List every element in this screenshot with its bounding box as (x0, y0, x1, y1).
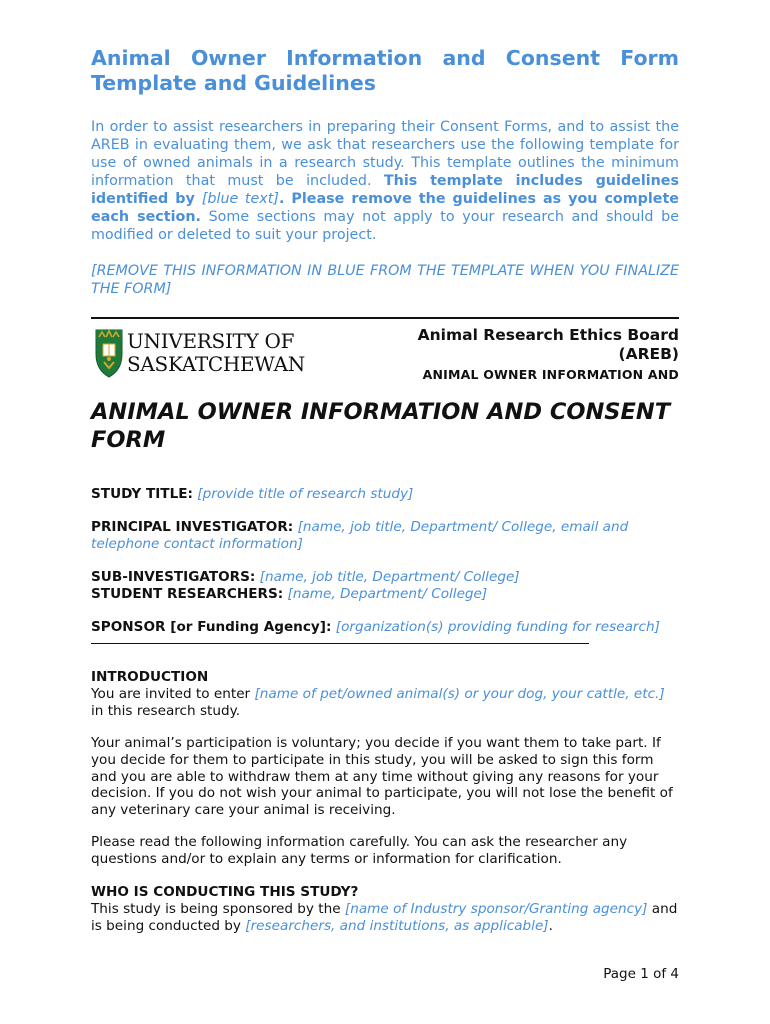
pi-placeholder: [name, job title, Department/ College, email and telephone contact information] (91, 519, 629, 552)
form-title-line2: FORM (91, 427, 166, 453)
board-line1: Animal Research Ethics Board (417, 326, 679, 344)
sponsor-placeholder: [organization(s) providing funding for research] (335, 619, 660, 635)
intro-text: In order to assist researchers in preparing their Consent Forms, and to assist the AREB in evaluating them, we ask that researchers use the following template for use of owned animals in a research study. This template outlines the minimum information that must be included. (91, 119, 679, 189)
intro-text-2: Some sections may not apply to your research and should be modified or deleted to suit your project. (91, 209, 679, 243)
board-line2: (AREB) (618, 345, 679, 363)
study-title-row (91, 486, 679, 503)
form-title (91, 398, 691, 454)
page-number: Page 1 of 4 (603, 966, 679, 982)
introduction-heading: INTRODUCTION (91, 669, 209, 685)
student-label: STUDENT RESEARCHERS: (91, 585, 284, 602)
who-placeholder-sponsor: [name of Industry sponsor/Granting agency] (344, 900, 648, 917)
board-subtitle: ANIMAL OWNER INFORMATION AND (422, 367, 679, 382)
intro-blue-text: [blue text] (201, 191, 279, 207)
template-title (91, 46, 679, 96)
section-separator (91, 643, 589, 644)
template-title-line2: Template and Guidelines (91, 71, 376, 95)
remove-note: [REMOVE THIS INFORMATION IN BLUE FROM THE TEMPLATE WHEN YOU FINALIZE THE FORM] (91, 263, 679, 297)
read-carefully-paragraph: Please read the following information carefully. You can ask the researcher any questions and/or to explain any terms or information for clarification. (91, 834, 628, 867)
study-title-placeholder: [provide title of research study] (197, 486, 414, 502)
subinv-placeholder: [name, job title, Department/ College] (259, 569, 520, 585)
subinv-label: SUB-INVESTIGATORS: (91, 569, 256, 585)
who-section (91, 884, 679, 934)
investigators-rows (91, 569, 679, 603)
who-placeholder-researchers: [researchers, and institutions, as applicable] (245, 917, 549, 934)
header-rule (91, 317, 679, 319)
who-heading: WHO IS CONDUCTING THIS STUDY? (91, 884, 359, 900)
pi-row (91, 519, 679, 553)
student-row (91, 586, 679, 603)
board-name (379, 326, 679, 364)
intro-bold-2: . Please remove the guidelines as you complete each section. (91, 191, 680, 225)
subinv-row (91, 569, 679, 586)
sponsor-label: SPONSOR [or Funding Agency]: (91, 619, 332, 635)
template-title-line1: Animal Owner Information and Consent Form (91, 46, 679, 70)
study-title-label: STUDY TITLE: (91, 486, 193, 502)
who-text: This study is being sponsored by the [name of Industry sponsor/Granting agency] and is being conducted by [researchers, and institutions, as applicable]. (91, 900, 678, 934)
pi-label: PRINCIPAL INVESTIGATOR: (91, 519, 294, 535)
intro-bold: This template includes guidelines identified by (91, 173, 679, 207)
form-title-line1: ANIMAL OWNER INFORMATION AND CONSENT (91, 399, 671, 425)
logo-wordmark (127, 330, 305, 376)
student-placeholder: [name, Department/ College] (287, 585, 488, 602)
university-crest-icon (94, 328, 124, 378)
logo-line1: UNIVERSITY OF (127, 329, 295, 353)
sponsor-row (91, 619, 679, 636)
introduction-section (91, 669, 679, 719)
university-logo (94, 328, 304, 380)
logo-line2: SASKATCHEWAN (127, 352, 305, 376)
template-intro (91, 118, 679, 244)
introduction-placeholder: [name of pet/owned animal(s) or your dog, your cattle, etc.] (254, 685, 665, 702)
introduction-text: You are invited to enter [name of pet/owned animal(s) or your dog, your cattle, etc.] in this research study. (91, 685, 665, 719)
participation-paragraph: Your animal’s participation is voluntary; you decide if you want them to take part. If you decide for them to participate in this study, you will be asked to sign this form and you are able to withdraw them at any time without giving any reasons for your decision. If you do not wish your animal to participate, you will not lose the benefit of any veterinary care your animal is receiving. (91, 735, 673, 819)
